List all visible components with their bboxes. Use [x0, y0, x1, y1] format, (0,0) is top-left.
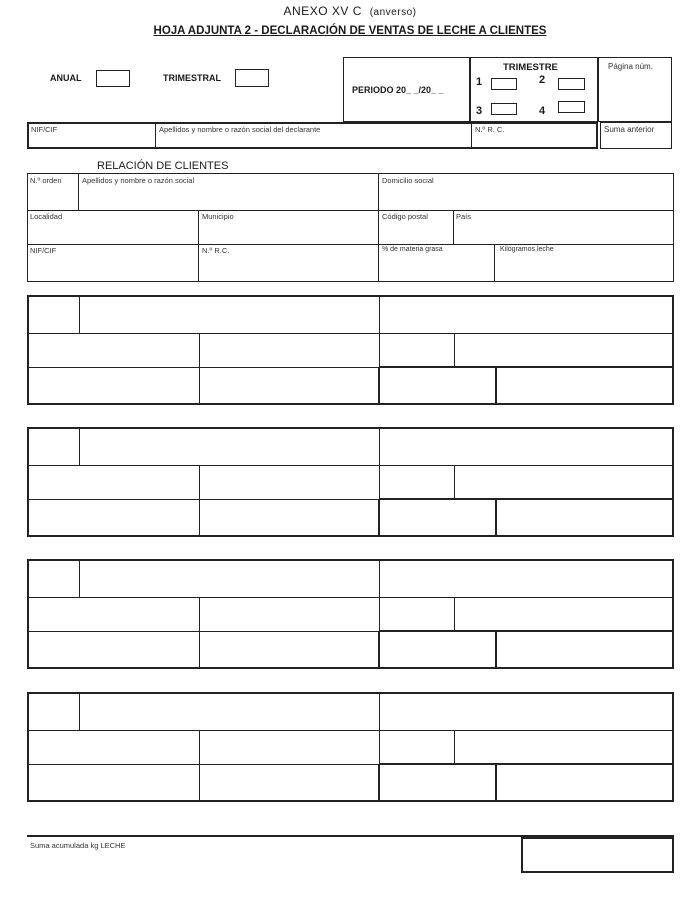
clients-title: RELACIÓN DE CLIENTES — [97, 160, 229, 172]
q4-checkbox[interactable] — [558, 101, 585, 113]
legend-grasa: % de materia grasa — [382, 246, 443, 253]
client-block-4[interactable] — [27, 692, 674, 802]
legend-pais: País — [456, 212, 472, 221]
declarant-name-label: Apellidos y nombre o razón social del declarante — [159, 125, 321, 134]
anual-label: ANUAL — [50, 73, 82, 83]
trimestre-label: TRIMESTRE — [503, 62, 558, 73]
client-block-3[interactable] — [27, 559, 674, 669]
declarant-nrc-label: N.º R. C. — [475, 125, 505, 134]
declarant-nif-label: NIF/CIF — [31, 125, 58, 134]
legend-table — [27, 173, 674, 282]
q4-label: 4 — [539, 105, 546, 117]
legend-apellidos: Apellidos y nombre o razón social — [82, 176, 195, 185]
legend-nrc: N.º R.C. — [202, 246, 230, 255]
legend-nif: NIF/CIF — [30, 246, 57, 255]
annex-label: ANEXO XV C — [283, 4, 362, 18]
anual-checkbox[interactable] — [96, 70, 130, 87]
legend-orden: N.º orden — [30, 176, 62, 185]
legend-municipio: Municipio — [202, 212, 234, 221]
legend-kg: Kilogramos leche — [500, 246, 554, 253]
q2-checkbox[interactable] — [558, 78, 585, 90]
trimestral-label: TRIMESTRAL — [163, 73, 221, 83]
legend-localidad: Localidad — [30, 212, 63, 221]
q1-label: 1 — [476, 76, 483, 88]
page-title: HOJA ADJUNTA 2 - DECLARACIÓN DE VENTAS DE LECHE A CLIENTES — [153, 25, 547, 37]
q3-checkbox[interactable] — [491, 103, 517, 115]
trimestral-checkbox[interactable] — [235, 69, 269, 87]
q1-checkbox[interactable] — [491, 78, 517, 90]
suma-acumulada-label: Suma acumulada kg LECHE — [30, 841, 126, 850]
legend-cp: Código postal — [382, 212, 428, 221]
pagina-label: Página núm. — [608, 62, 653, 71]
client-block-1[interactable] — [27, 295, 674, 405]
periodo-label: PERIODO 20_ _/20_ _ — [352, 85, 444, 95]
client-block-2[interactable] — [27, 427, 674, 537]
annex-side: (anverso) — [369, 7, 417, 18]
annex-heading — [0, 4, 700, 18]
suma-anterior-label: Suma anterior — [604, 125, 655, 134]
legend-domicilio: Domicilio social — [382, 176, 434, 185]
q2-label: 2 — [539, 74, 546, 86]
suma-acumulada-box[interactable] — [521, 837, 674, 873]
q3-label: 3 — [476, 105, 483, 117]
